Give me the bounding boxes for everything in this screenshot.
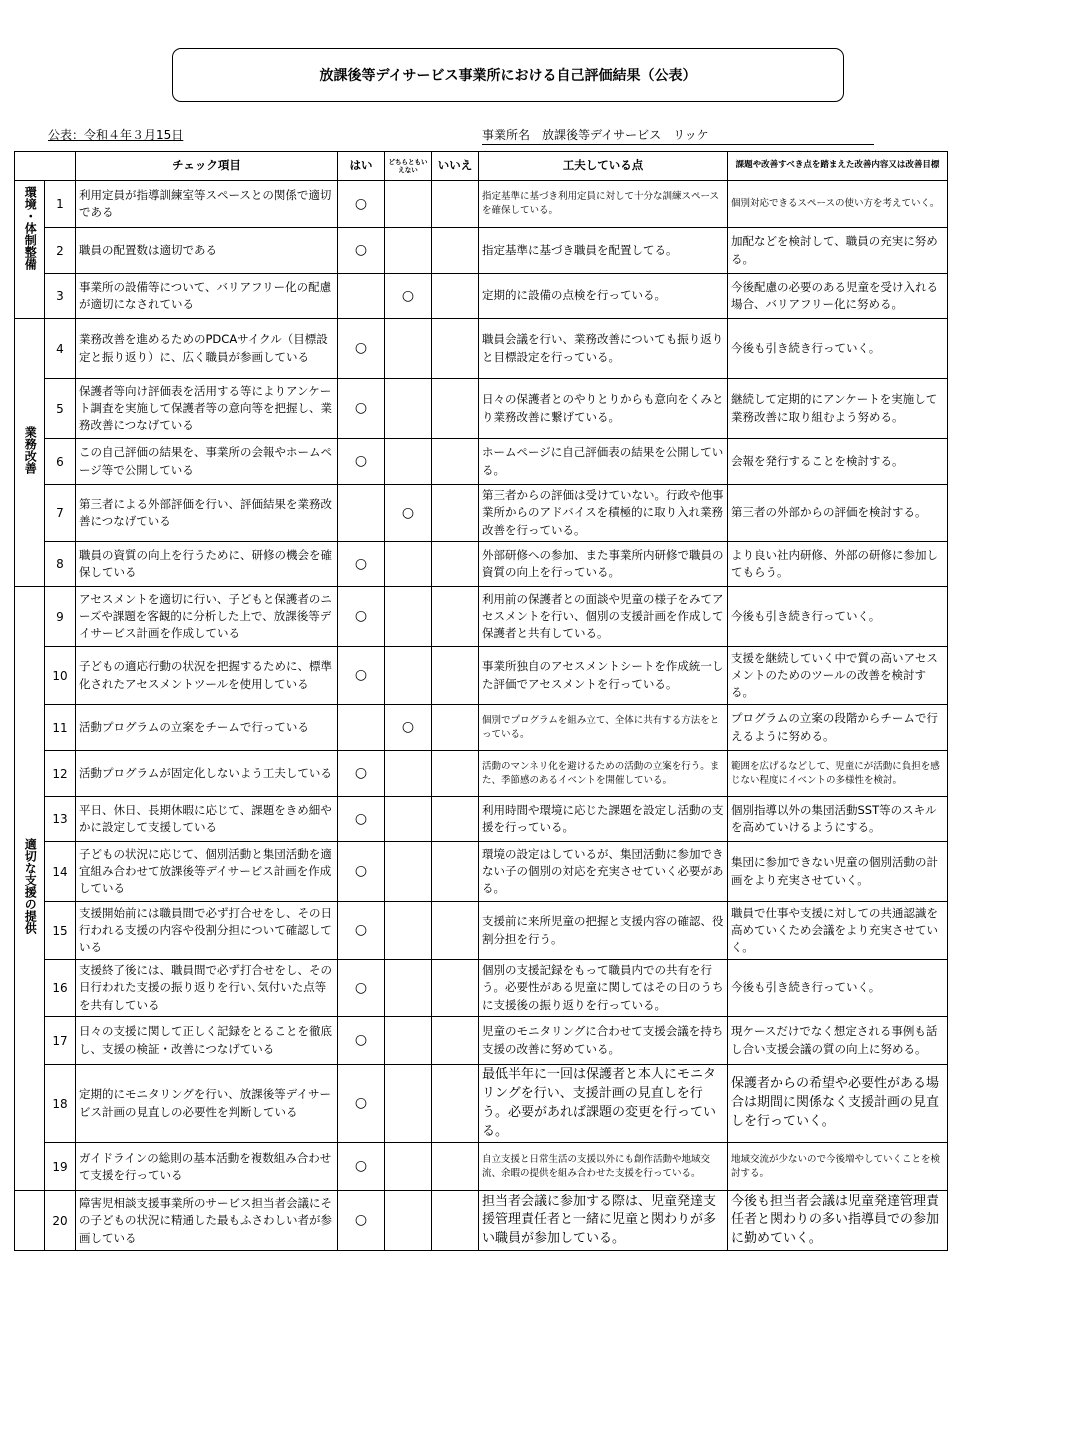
no-cell xyxy=(432,902,479,960)
yes-cell: ○ xyxy=(338,751,385,797)
no-cell xyxy=(432,587,479,647)
improvement-cell: 今後配慮の必要のある児童を受け入れる場合、バリアフリー化に努める。 xyxy=(728,274,948,319)
table-row xyxy=(15,228,948,274)
neither-cell xyxy=(385,842,432,902)
no-cell xyxy=(432,485,479,542)
row-number: 6 xyxy=(45,439,76,485)
neither-cell xyxy=(385,751,432,797)
improvement-cell: 今後も引き続き行っていく。 xyxy=(728,960,948,1017)
yes-cell: ○ xyxy=(338,1191,385,1251)
yes-cell xyxy=(338,705,385,751)
neither-cell xyxy=(385,587,432,647)
no-cell xyxy=(432,228,479,274)
improvement-cell: プログラムの立案の段階からチームで行えるように努める。 xyxy=(728,705,948,751)
yes-cell: ○ xyxy=(338,647,385,705)
row-number: 1 xyxy=(45,181,76,228)
yes-cell: ○ xyxy=(338,842,385,902)
no-cell xyxy=(432,797,479,842)
no-cell xyxy=(432,960,479,1017)
improvement-cell: 職員で仕事や支援に対しての共通認識を高めていくため会議をより充実させていく。 xyxy=(728,902,948,960)
effort-cell: 自立支援と日常生活の支援以外にも創作活動や地域交流、余暇の提供を組み合わせた支援を行っている。 xyxy=(479,1143,728,1191)
row-number: 14 xyxy=(45,842,76,902)
check-item: 平日、休日、長期休暇に応じて、課題をきめ細やかに設定して支援している xyxy=(76,797,338,842)
effort-cell: 日々の保護者とのやりとりからも意向をくみとり業務改善に繋げている。 xyxy=(479,379,728,439)
category-environment xyxy=(15,181,45,319)
row-number: 10 xyxy=(45,647,76,705)
check-item: 職員の資質の向上を行うために、研修の機会を確保している xyxy=(76,542,338,587)
check-item: 事業所の設備等について、バリアフリー化の配慮が適切になされている xyxy=(76,274,338,319)
effort-cell: 指定基準に基づき職員を配置してる。 xyxy=(479,228,728,274)
neither-cell xyxy=(385,960,432,1017)
publish-date: 公表：令和４年３月15日 xyxy=(48,128,184,142)
category-label: 業務改善 xyxy=(23,425,38,474)
effort-cell: 職員会議を行い、業務改善についても振り返りと目標設定を行っている。 xyxy=(479,319,728,379)
office-name: 事業所名 放課後等デイサービス リッケ xyxy=(482,126,874,145)
table-row xyxy=(15,1065,948,1143)
category-label: 環境・体制整備 xyxy=(23,186,38,270)
neither-cell xyxy=(385,439,432,485)
yes-cell: ○ xyxy=(338,439,385,485)
improvement-cell: 支援を継続していく中で質の高いアセスメントのためのツールの改善を検討する。 xyxy=(728,647,948,705)
row-number: 5 xyxy=(45,379,76,439)
table-row xyxy=(15,1143,948,1191)
check-item: 保護者等向け評価表を活用する等によりアンケート調査を実施して保護者等の意向等を把握し、業務改善につなげている xyxy=(76,379,338,439)
effort-cell: 指定基準に基づき利用定員に対して十分な訓練スペースを確保している。 xyxy=(479,181,728,228)
check-item: 子どもの適応行動の状況を把握するために、標準化されたアセスメントツールを使用している xyxy=(76,647,338,705)
effort-cell: 第三者からの評価は受けていない。行政や他事業所からのアドバイスを積極的に取り入れ業務改善を行っている。 xyxy=(479,485,728,542)
table-row xyxy=(15,181,948,228)
no-cell xyxy=(432,542,479,587)
yes-cell: ○ xyxy=(338,181,385,228)
row-number: 4 xyxy=(45,319,76,379)
effort-cell: 活動のマンネリ化を避けるための活動の立案を行う。また、季節感のあるイベントを開催している。 xyxy=(479,751,728,797)
improvement-cell: 加配などを検討して、職員の充実に努める。 xyxy=(728,228,948,274)
effort-cell: 利用前の保護者との面談や児童の様子をみてアセスメントを行い、個別の支援計画を作成して保護者と共有している。 xyxy=(479,587,728,647)
effort-cell: 児童のモニタリングに合わせて支援会議を持ち支援の改善に努めている。 xyxy=(479,1017,728,1065)
neither-cell xyxy=(385,181,432,228)
improvement-cell: 今後も担当者会議は児童発達管理責任者と関わりの多い指導員での参加に勤めていく。 xyxy=(728,1191,948,1251)
check-item: この自己評価の結果を、事業所の会報やホームページ等で公開している xyxy=(76,439,338,485)
improvement-cell: 個別指導以外の集団活動SST等のスキルを高めていけるようにする。 xyxy=(728,797,948,842)
neither-cell xyxy=(385,902,432,960)
row-number: 19 xyxy=(45,1143,76,1191)
check-item: 日々の支援に関して正しく記録をとることを徹底し、支援の検証・改善につなげている xyxy=(76,1017,338,1065)
no-cell xyxy=(432,439,479,485)
check-item: 支援開始前には職員間で必ず打合せをし、その日行われる支援の内容や役割分担について確認している xyxy=(76,902,338,960)
row-number: 20 xyxy=(45,1191,76,1251)
table-row xyxy=(15,902,948,960)
table-row xyxy=(15,1017,948,1065)
check-item: ガイドラインの総則の基本活動を複数組み合わせて支援を行っている xyxy=(76,1143,338,1191)
no-cell xyxy=(432,1065,479,1143)
check-item: 支援終了後には、職員間で必ず打合せをし、その日行われた支援の振り返りを行い､気付いた点等を共有している xyxy=(76,960,338,1017)
improvement-cell: 現ケースだけでなく想定される事例も話し合い支援会議の質の向上に努める。 xyxy=(728,1017,948,1065)
yes-cell: ○ xyxy=(338,319,385,379)
neither-cell xyxy=(385,1065,432,1143)
table-row xyxy=(15,751,948,797)
effort-cell: 個別でプログラムを組み立て、全体に共有する方法をとっている。 xyxy=(479,705,728,751)
table-row xyxy=(15,797,948,842)
check-item: 活動プログラムの立案をチームで行っている xyxy=(76,705,338,751)
effort-cell: 個別の支援記録をもって職員内での共有を行う。必要性がある児童に関してはその日のうちに支援後の振り返りを行っている。 xyxy=(479,960,728,1017)
yes-cell: ○ xyxy=(338,1065,385,1143)
effort-cell: 利用時間や環境に応じた課題を設定し活動の支援を行っている。 xyxy=(479,797,728,842)
category-support xyxy=(15,587,45,1191)
row-number: 3 xyxy=(45,274,76,319)
neither-cell: ○ xyxy=(385,274,432,319)
improvement-cell: より良い社内研修、外部の研修に参加してもらう。 xyxy=(728,542,948,587)
check-item: 障害児相談支援事業所のサービス担当者会議にその子どもの状況に精通した最もふさわしい者が参画している xyxy=(76,1191,338,1251)
table-row xyxy=(15,379,948,439)
no-cell xyxy=(432,1191,479,1251)
header-improvement: 課題や改善すべき点を踏まえた改善内容又は改善目標 xyxy=(728,152,948,181)
neither-cell: ○ xyxy=(385,705,432,751)
row-number: 7 xyxy=(45,485,76,542)
header-row xyxy=(15,152,948,181)
no-cell xyxy=(432,319,479,379)
improvement-cell: 保護者からの希望や必要性がある場合は期間に関係なく支援計画の見直しを行っていく。 xyxy=(728,1065,948,1143)
improvement-cell: 個別対応できるスペースの使い方を考えていく。 xyxy=(728,181,948,228)
row-number: 16 xyxy=(45,960,76,1017)
table-row xyxy=(15,274,948,319)
no-cell xyxy=(432,274,479,319)
yes-cell: ○ xyxy=(338,587,385,647)
table-row xyxy=(15,842,948,902)
check-item: 活動プログラムが固定化しないよう工夫している xyxy=(76,751,338,797)
row-number: 9 xyxy=(45,587,76,647)
table-row xyxy=(15,319,948,379)
neither-cell xyxy=(385,319,432,379)
check-item: 利用定員が指導訓練室等スペースとの関係で適切である xyxy=(76,181,338,228)
improvement-cell: 集団に参加できない児童の個別活動の計画をより充実させていく。 xyxy=(728,842,948,902)
table-row xyxy=(15,587,948,647)
neither-cell xyxy=(385,1017,432,1065)
table-row xyxy=(15,705,948,751)
check-item: 定期的にモニタリングを行い、放課後等デイサービス計画の見直しの必要性を判断している xyxy=(76,1065,338,1143)
effort-cell: 事業所独自のアセスメントシートを作成統一した評価でアセスメントを行っている。 xyxy=(479,647,728,705)
check-item: 職員の配置数は適切である xyxy=(76,228,338,274)
neither-cell xyxy=(385,379,432,439)
page-title: 放課後等デイサービス事業所における自己評価結果（公表） xyxy=(172,48,844,102)
improvement-cell: 範囲を広げるなどして、児童にが活動に負担を感じない程度にイベントの多様性を検討。 xyxy=(728,751,948,797)
neither-cell xyxy=(385,542,432,587)
improvement-cell: 第三者の外部からの評価を検討する。 xyxy=(728,485,948,542)
neither-cell xyxy=(385,1191,432,1251)
no-cell xyxy=(432,647,479,705)
yes-cell xyxy=(338,485,385,542)
yes-cell: ○ xyxy=(338,960,385,1017)
row-number: 15 xyxy=(45,902,76,960)
table-row xyxy=(15,960,948,1017)
check-item: 第三者による外部評価を行い、評価結果を業務改善につなげている xyxy=(76,485,338,542)
effort-cell: 支援前に来所児童の把握と支援内容の確認、役割分担を行う。 xyxy=(479,902,728,960)
neither-cell xyxy=(385,1143,432,1191)
header-blank xyxy=(15,152,76,181)
table-row xyxy=(15,439,948,485)
effort-cell: 環境の設定はしているが、集団活動に参加できない子の個別の対応を充実させていく必要がある。 xyxy=(479,842,728,902)
no-cell xyxy=(432,705,479,751)
category-business xyxy=(15,319,45,587)
header-yes: はい xyxy=(338,152,385,181)
no-cell xyxy=(432,181,479,228)
category-continued xyxy=(15,1191,45,1251)
header-neither: どちらともいえない xyxy=(385,152,432,181)
table-row xyxy=(15,1191,948,1251)
no-cell xyxy=(432,842,479,902)
header-no: いいえ xyxy=(432,152,479,181)
yes-cell: ○ xyxy=(338,902,385,960)
row-number: 13 xyxy=(45,797,76,842)
improvement-cell: 会報を発行することを検討する。 xyxy=(728,439,948,485)
improvement-cell: 地域交流が少ないので今後増やしていくことを検討する。 xyxy=(728,1143,948,1191)
header-effort: 工夫している点 xyxy=(479,152,728,181)
row-number: 17 xyxy=(45,1017,76,1065)
row-number: 18 xyxy=(45,1065,76,1143)
evaluation-table xyxy=(14,151,948,1251)
check-item: 子どもの状況に応じて、個別活動と集団活動を適宜組み合わせて放課後等デイサービス計画を作成している xyxy=(76,842,338,902)
check-item: 業務改善を進めるためのPDCAサイクル（目標設定と振り返り）に、広く職員が参画している xyxy=(76,319,338,379)
header-check-item: チェック項目 xyxy=(76,152,338,181)
yes-cell: ○ xyxy=(338,797,385,842)
yes-cell xyxy=(338,274,385,319)
no-cell xyxy=(432,379,479,439)
effort-cell: 定期的に設備の点検を行っている。 xyxy=(479,274,728,319)
yes-cell: ○ xyxy=(338,228,385,274)
yes-cell: ○ xyxy=(338,1017,385,1065)
no-cell xyxy=(432,1143,479,1191)
yes-cell: ○ xyxy=(338,542,385,587)
check-item: アセスメントを適切に行い、子どもと保護者のニーズや課題を客観的に分析した上で、放課後等デイサービス計画を作成している xyxy=(76,587,338,647)
effort-cell: 最低半年に一回は保護者と本人にモニタリングを行い、支援計画の見直しを行う。必要があれば課題の変更を行っている。 xyxy=(479,1065,728,1143)
no-cell xyxy=(432,751,479,797)
yes-cell: ○ xyxy=(338,379,385,439)
yes-cell: ○ xyxy=(338,1143,385,1191)
effort-cell: 担当者会議に参加する際は、児童発達支援管理責任者と一緒に児童と関わりが多い職員が参加している。 xyxy=(479,1191,728,1251)
row-number: 2 xyxy=(45,228,76,274)
improvement-cell: 今後も引き続き行っていく。 xyxy=(728,319,948,379)
row-number: 11 xyxy=(45,705,76,751)
category-label: 適切な支援の提供 xyxy=(23,837,38,934)
neither-cell xyxy=(385,228,432,274)
neither-cell: ○ xyxy=(385,485,432,542)
improvement-cell: 今後も引き続き行っていく。 xyxy=(728,587,948,647)
effort-cell: 外部研修への参加、また事業所内研修で職員の資質の向上を行っている。 xyxy=(479,542,728,587)
no-cell xyxy=(432,1017,479,1065)
improvement-cell: 継続して定期的にアンケートを実施して業務改善に取り組むよう努める。 xyxy=(728,379,948,439)
table-row xyxy=(15,485,948,542)
row-number: 12 xyxy=(45,751,76,797)
table-row xyxy=(15,542,948,587)
neither-cell xyxy=(385,797,432,842)
neither-cell xyxy=(385,647,432,705)
row-number: 8 xyxy=(45,542,76,587)
table-row xyxy=(15,647,948,705)
effort-cell: ホームページに自己評価表の結果を公開している。 xyxy=(479,439,728,485)
